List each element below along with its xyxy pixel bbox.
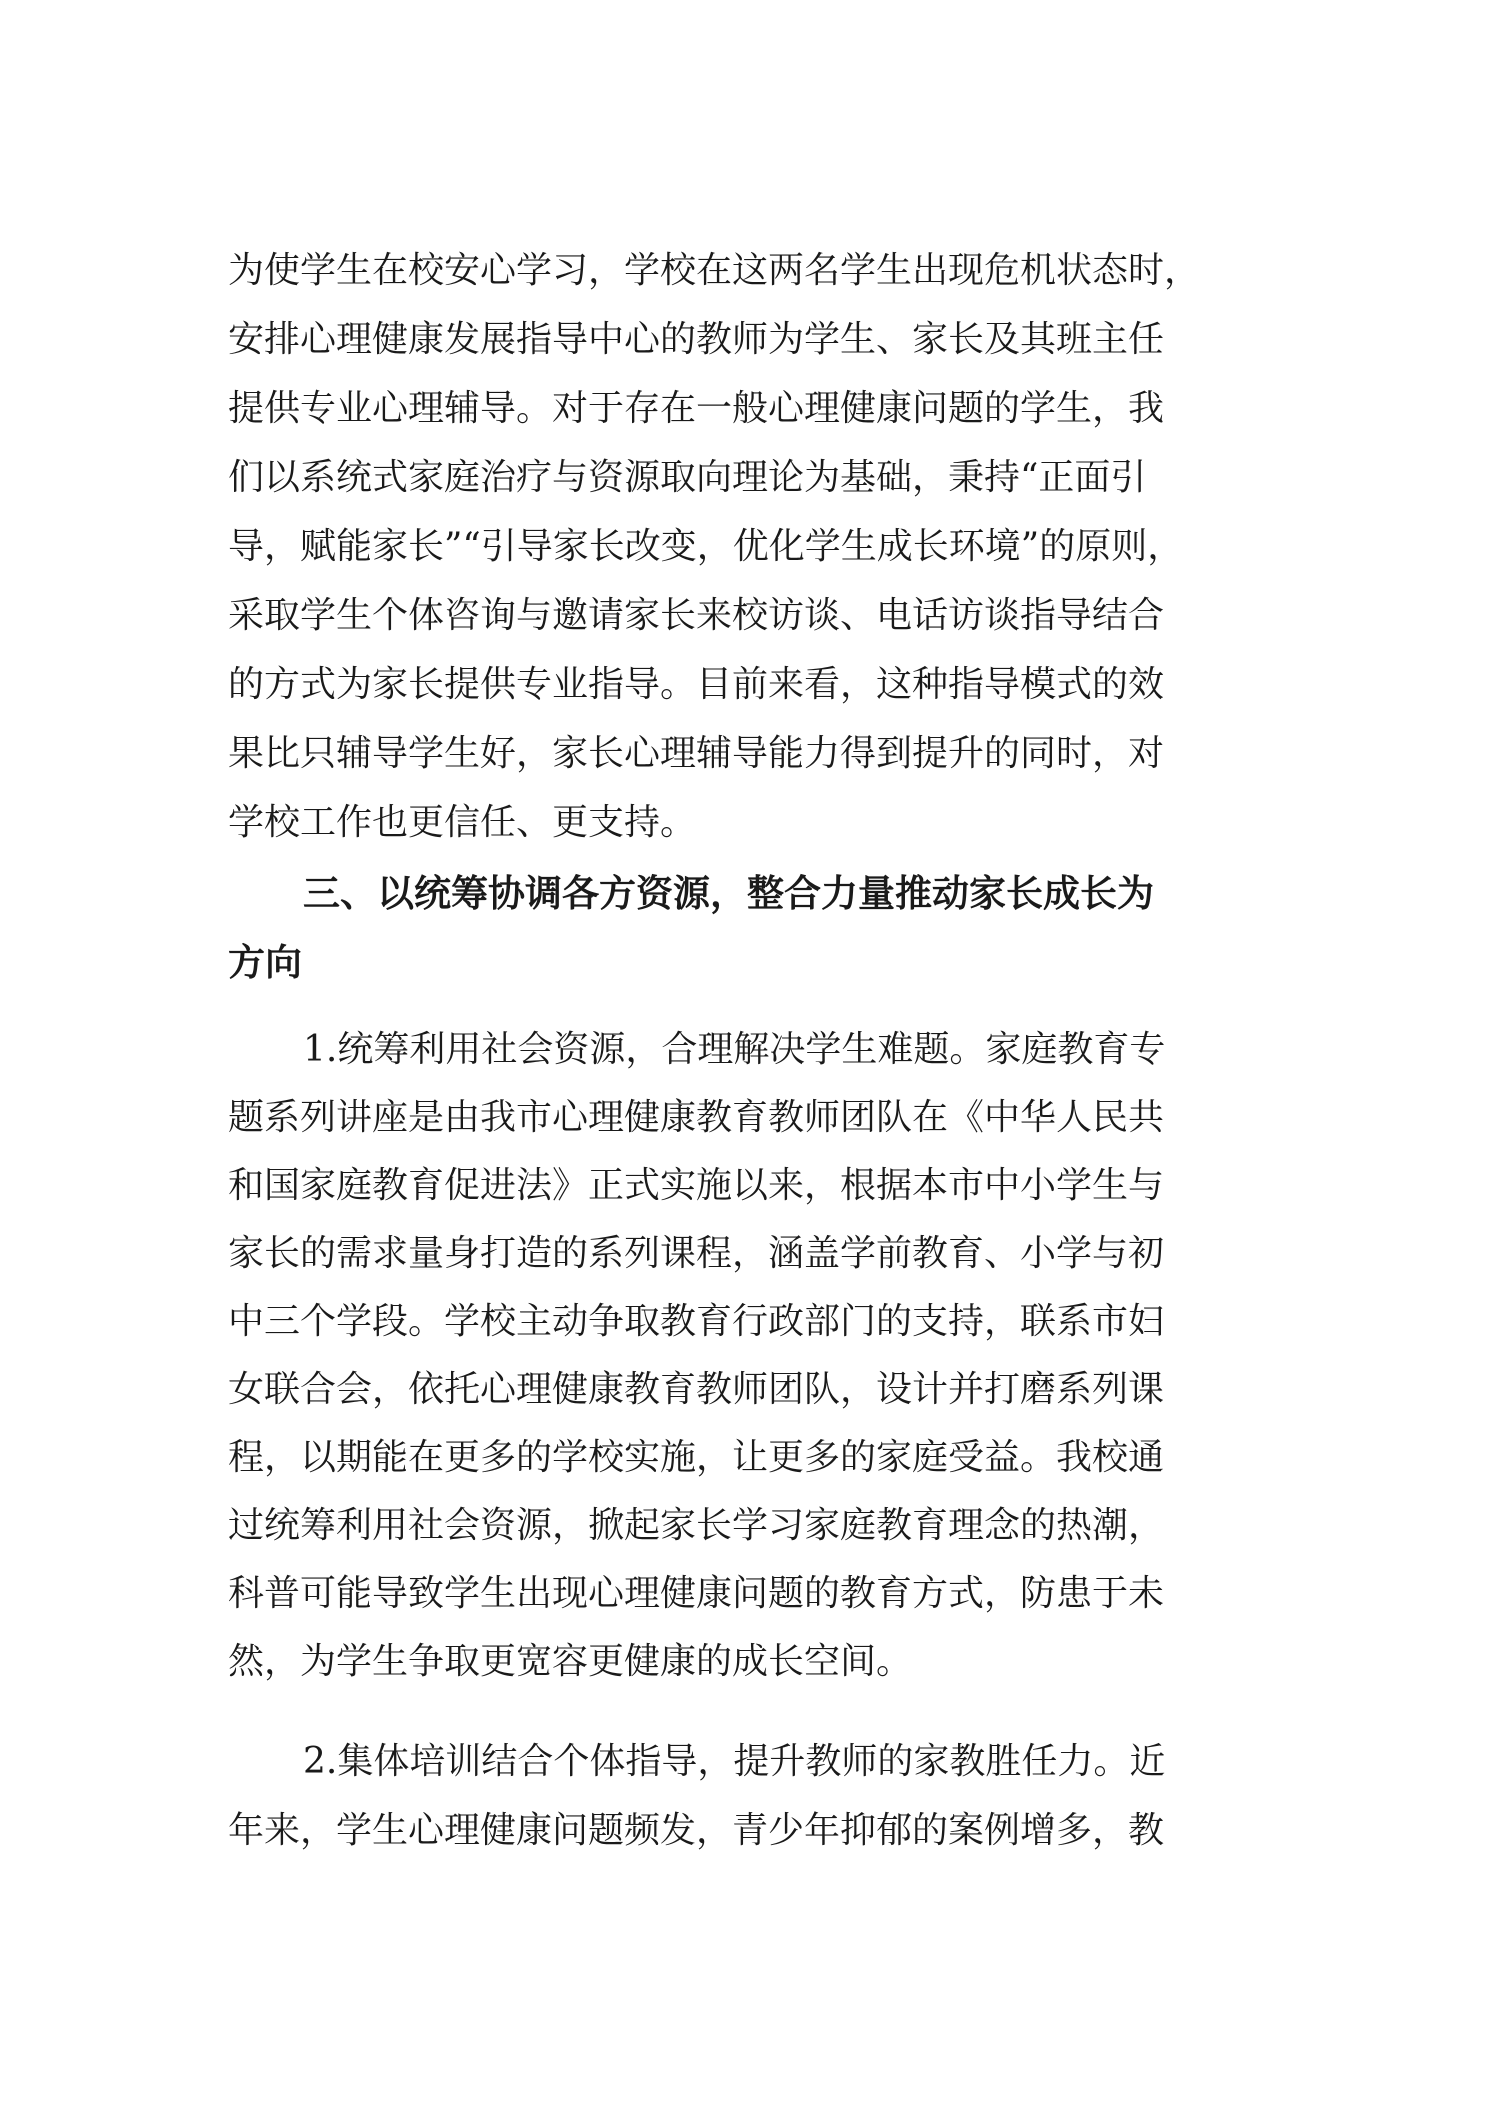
text-line: 2.集体培训结合个体指导，提升教师的家教胜任力。近 — [303, 1741, 1166, 1782]
text-line: 导，赋能家长”“引导家长改变，优化学生成长环境”的原则， — [228, 526, 1184, 567]
heading-line: 三、以统筹协调各方资源，整合力量推动家长成长为 — [303, 872, 1154, 915]
text-line: 的方式为家长提供专业指导。目前来看，这种指导模式的效 — [228, 664, 1165, 705]
text-line: 学校工作也更信任、更支持。 — [228, 802, 697, 843]
text-line: 中三个学段。学校主动争取教育行政部门的支持，联系市妇 — [228, 1301, 1165, 1342]
text-line: 女联合会，依托心理健康教育教师团队，设计并打磨系列课 — [228, 1369, 1165, 1410]
text-line: 提供专业心理辅导。对于存在一般心理健康问题的学生，我 — [228, 388, 1165, 429]
text-line: 果比只辅导学生好，家长心理辅导能力得到提升的同时，对 — [228, 733, 1165, 774]
text-line: 年来，学生心理健康问题频发，青少年抑郁的案例增多，教 — [228, 1810, 1165, 1851]
text-line: 采取学生个体咨询与邀请家长来校访谈、电话访谈指导结合 — [228, 595, 1165, 636]
text-line: 程，以期能在更多的学校实施，让更多的家庭受益。我校通 — [228, 1437, 1165, 1478]
text-line: 安排心理健康发展指导中心的教师为学生、家长及其班主任 — [228, 319, 1165, 360]
text-line: 题系列讲座是由我市心理健康教育教师团队在《中华人民共 — [228, 1097, 1165, 1138]
text-line: 和国家庭教育促进法》正式实施以来，根据本市中小学生与 — [228, 1165, 1165, 1206]
heading-line: 方向 — [228, 941, 302, 984]
text-line: 家长的需求量身打造的系列课程，涵盖学前教育、小学与初 — [228, 1233, 1165, 1274]
text-line: 1.统筹利用社会资源，合理解决学生难题。家庭教育专 — [303, 1029, 1166, 1070]
text-line: 科普可能导致学生出现心理健康问题的教育方式，防患于未 — [228, 1573, 1165, 1614]
text-line: 然，为学生争取更宽容更健康的成长空间。 — [228, 1641, 913, 1682]
text-line: 为使学生在校安心学习，学校在这两名学生出现危机状态时， — [228, 250, 1201, 291]
text-line: 过统筹利用社会资源，掀起家长学习家庭教育理念的热潮， — [228, 1505, 1165, 1546]
text-line: 们以系统式家庭治疗与资源取向理论为基础，秉持“正面引 — [228, 457, 1147, 498]
